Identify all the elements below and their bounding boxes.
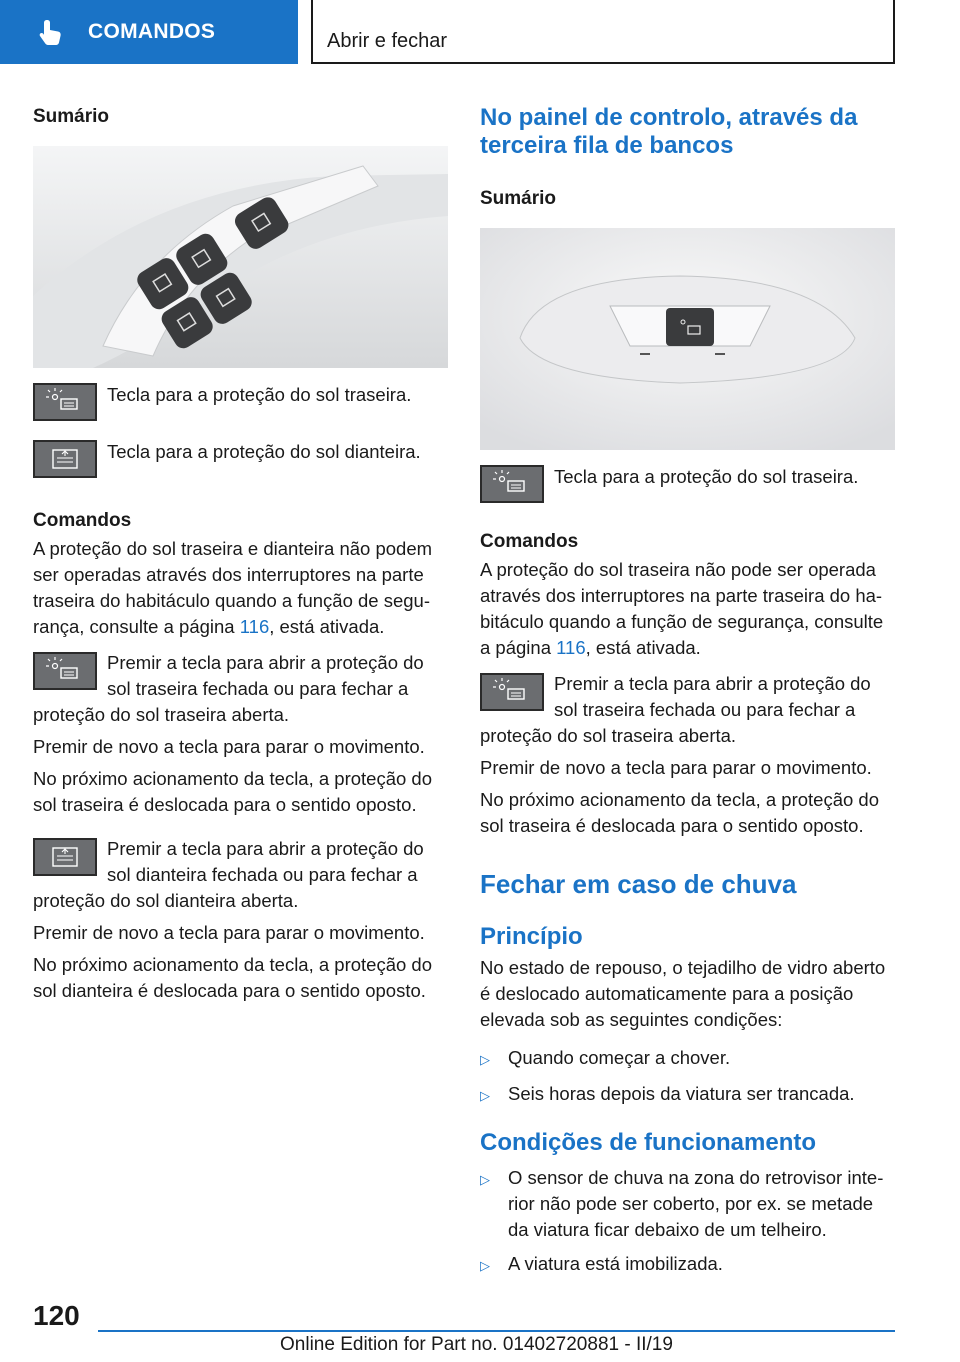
roof-console-photo bbox=[480, 228, 895, 450]
list-item bbox=[480, 1165, 895, 1243]
list-item-text: Seis horas depois da viatura ser trancada. bbox=[508, 1083, 855, 1104]
door-switch-illustration bbox=[33, 146, 448, 368]
rear-sunblind-key-icon bbox=[480, 465, 544, 503]
hand-pointer-icon bbox=[36, 17, 66, 47]
list-item-text: Quando começar a chover. bbox=[508, 1047, 731, 1068]
key-row-rear bbox=[480, 464, 895, 503]
list-item bbox=[480, 1081, 895, 1109]
right-column bbox=[480, 104, 895, 1287]
edition-text: Online Edition for Part no. 01402720881 - II/19 bbox=[280, 1334, 673, 1355]
principle-heading: Princípio bbox=[480, 923, 583, 950]
chapter-title-box bbox=[311, 0, 895, 64]
rain-heading: Fechar em caso de chuva bbox=[480, 869, 797, 899]
triangle-bullet-icon: ▷ bbox=[480, 1052, 490, 1067]
section-tab bbox=[0, 0, 298, 64]
commands-heading: Comandos bbox=[480, 531, 579, 552]
instruction-text: Premir a tecla para abrir a proteção do sol traseira fechada ou para fechar a proteção do sol traseira aberta. bbox=[33, 652, 424, 725]
key-row-rear bbox=[33, 382, 448, 421]
triangle-bullet-icon: ▷ bbox=[480, 1172, 490, 1187]
triangle-bullet-icon: ▷ bbox=[480, 1258, 490, 1273]
principle-text: No estado de repouso, o tejadilho de vidro aberto é deslocado automaticamente para a posição elevada sob as seguintes condições: bbox=[480, 957, 886, 1030]
list-item-text: O sensor de chuva na zona do retrovisor interior não pode ser coberto, por ex. se metade da viatura ficar debaixo de um telheiro. bbox=[508, 1167, 884, 1240]
footer-divider bbox=[98, 1330, 895, 1332]
instruction-text: No próximo acionamento da tecla, a proteção do sol dianteira é deslocada para o sentido oposto. bbox=[33, 954, 433, 1001]
summary-heading: Sumário bbox=[33, 106, 110, 127]
instruction-text: No próximo acionamento da tecla, a proteção do sol traseira é deslocada para o sentido oposto. bbox=[480, 789, 880, 836]
left-column bbox=[33, 104, 448, 1010]
front-sunblind-key-icon bbox=[33, 838, 97, 876]
instruction-text: Premir de novo a tecla para parar o movimento. bbox=[33, 736, 425, 757]
commands-heading: Comandos bbox=[33, 510, 132, 531]
commands-text-a: A proteção do sol traseira não pode ser operada através dos interruptores na parte traseira do habitáculo quando a função de segurança, consulte a página bbox=[480, 559, 884, 658]
triangle-bullet-icon: ▷ bbox=[480, 1088, 490, 1103]
instruction-text: Premir a tecla para abrir a proteção do sol dianteira fechada ou para fechar a proteção do sol dianteira aberta. bbox=[33, 838, 424, 911]
instruction-text: Premir de novo a tecla para parar o movimento. bbox=[33, 922, 425, 943]
conditions-heading: Condições de funcionamento bbox=[480, 1129, 817, 1156]
rear-sunblind-key-icon bbox=[33, 383, 97, 421]
rear-sunblind-key-icon bbox=[33, 652, 97, 690]
instruction-text: No próximo acionamento da tecla, a proteção do sol traseira é deslocada para o sentido oposto. bbox=[33, 768, 433, 815]
key-description: Tecla para a proteção do sol traseira. bbox=[554, 466, 859, 487]
list-item-text: A viatura está imobilizada. bbox=[508, 1253, 723, 1274]
instruction-text: Premir de novo a tecla para parar o movimento. bbox=[480, 757, 872, 778]
summary-heading: Sumário bbox=[480, 188, 557, 209]
front-sunblind-key-icon bbox=[33, 440, 97, 478]
section-label: COMANDOS bbox=[88, 20, 216, 43]
commands-text-b: , está ativada. bbox=[585, 637, 701, 658]
key-description: Tecla para a proteção do sol traseira. bbox=[107, 384, 412, 405]
page-link[interactable]: 116 bbox=[556, 637, 586, 658]
key-row-front bbox=[33, 439, 448, 478]
list-item bbox=[480, 1045, 895, 1073]
list-item bbox=[480, 1251, 895, 1279]
page-number: 120 bbox=[33, 1300, 80, 1331]
rear-sunblind-key-icon bbox=[480, 673, 544, 711]
commands-text bbox=[480, 557, 895, 661]
section-heading: No painel de controlo, através da terceira fila de bancos bbox=[480, 104, 858, 159]
chapter-title: Abrir e fechar bbox=[327, 30, 448, 52]
commands-text-b: , está ativada. bbox=[269, 616, 385, 637]
roof-console-illustration bbox=[480, 228, 895, 450]
door-switch-photo bbox=[33, 146, 448, 368]
commands-text-a: A proteção do sol traseira e dianteira não podem ser operadas através dos interruptores na parte traseira do habitáculo quando a função de segurança, consulte a página bbox=[33, 538, 433, 637]
page-link[interactable]: 116 bbox=[239, 616, 270, 637]
instruction-text: Premir a tecla para abrir a proteção do sol traseira fechada ou para fechar a proteção do sol traseira aberta. bbox=[480, 673, 871, 746]
commands-text bbox=[33, 536, 448, 640]
key-description: Tecla para a proteção do sol dianteira. bbox=[107, 441, 421, 462]
